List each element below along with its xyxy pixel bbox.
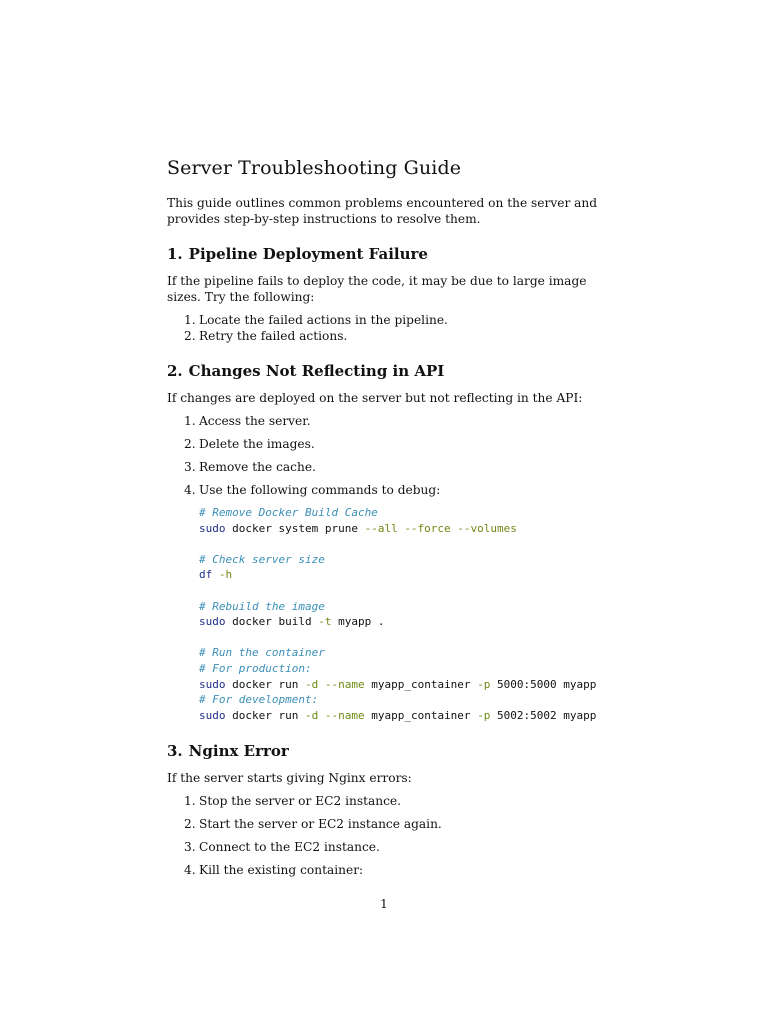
code-blank-line (199, 536, 607, 552)
list-item-number: 3. (184, 460, 196, 474)
list-item-text: Connect to the EC2 instance. (199, 840, 380, 855)
code-text: docker run (225, 677, 305, 691)
list-item-number: 1. (184, 313, 196, 327)
code-comment: # Remove Docker Build Cache (199, 506, 378, 519)
list-item-text: Kill the existing container: (199, 863, 364, 878)
list-item-number: 1. (184, 414, 196, 428)
list-item-number: 1. (184, 794, 196, 809)
section-number: 2. (167, 362, 183, 380)
section-text: If the server starts giving Nginx errors: (167, 771, 412, 786)
list-item (167, 459, 607, 475)
list-item-text: Remove the cache. (199, 460, 316, 474)
list-item (167, 482, 607, 498)
section-title: Pipeline Deployment Failure (188, 245, 428, 263)
code-flag: -p (477, 708, 491, 722)
code-keyword: df (199, 568, 213, 582)
code-text: myapp_container (364, 677, 478, 691)
code-text: myapp . (331, 615, 385, 629)
code-flag: -t (318, 615, 332, 629)
code-blank-line (199, 583, 607, 599)
code-line (199, 505, 607, 521)
list-item-text: Use the following commands to debug: (199, 483, 441, 497)
list-item-text: Locate the failed actions in the pipeline. (199, 313, 448, 327)
list-item-number: 2. (184, 329, 196, 343)
code-text: docker system prune (225, 521, 365, 535)
intro-paragraph: This guide outlines common problems encountered on the server and provides step-by-step instructions to resolve them. (167, 196, 598, 226)
page-title: Server Troubleshooting Guide (167, 157, 462, 179)
code-comment: # For development: (199, 693, 319, 707)
code-flag: -d --name (304, 677, 365, 691)
code-line (199, 521, 607, 537)
code-flag: -p (477, 677, 491, 691)
list-item (167, 328, 607, 344)
code-line (199, 661, 607, 677)
code-blank-line (199, 630, 607, 646)
section-heading (167, 361, 607, 381)
steps-list (167, 793, 607, 878)
code-comment: # Rebuild the image (199, 599, 325, 613)
list-item-number: 4. (184, 483, 196, 497)
section-number: 1. (167, 245, 183, 263)
list-item (167, 839, 607, 855)
section-heading (167, 741, 607, 761)
code-flag: --all --force --volumes (364, 521, 517, 535)
list-item-number: 4. (184, 863, 196, 878)
code-line (199, 614, 607, 630)
steps-list (167, 413, 607, 498)
code-keyword: sudo (199, 615, 226, 629)
code-line (199, 708, 607, 724)
code-line (199, 692, 607, 708)
code-line (199, 567, 607, 583)
code-text: docker build (225, 615, 319, 629)
code-keyword: sudo (199, 708, 226, 722)
section-text: If changes are deployed on the server but not reflecting in the API: (167, 391, 583, 405)
code-text (212, 568, 219, 581)
code-keyword: sudo (199, 677, 226, 691)
code-text: 5002:5002 myapp (490, 708, 597, 722)
code-line (199, 645, 607, 661)
steps-list (167, 312, 607, 344)
list-item-text: Retry the failed actions. (199, 329, 348, 343)
code-block (199, 505, 607, 723)
list-item (167, 413, 607, 429)
code-flag: -h (218, 568, 233, 582)
section-number: 3. (167, 742, 183, 761)
list-item (167, 436, 607, 452)
section-changes-not-reflecting (167, 361, 607, 723)
code-line (199, 599, 607, 615)
list-item-text: Delete the images. (199, 437, 315, 451)
section-nginx-error (167, 741, 607, 878)
code-comment: # Check server size (199, 552, 325, 566)
document-body (167, 155, 607, 885)
code-text: 5000:5000 myapp (490, 677, 597, 691)
code-comment: # For production: (199, 661, 312, 675)
list-item (167, 793, 607, 809)
code-text: myapp_container (364, 708, 478, 722)
code-line (199, 552, 607, 568)
code-text: docker run (225, 708, 305, 722)
code-flag: -d --name (304, 708, 365, 722)
page-number: 1 (380, 897, 388, 911)
list-item-number: 2. (184, 437, 196, 451)
code-keyword: sudo (199, 521, 226, 535)
code-line (199, 677, 607, 693)
list-item-number: 3. (184, 840, 196, 855)
list-item-text: Access the server. (199, 414, 311, 428)
section-pipeline-failure (167, 244, 607, 344)
code-comment: # Run the container (199, 646, 325, 660)
section-title: Nginx Error (188, 742, 289, 761)
list-item (167, 312, 607, 328)
section-text: If the pipeline fails to deploy the code, it may be due to large image sizes. Try the following: (167, 274, 587, 304)
list-item-text: Stop the server or EC2 instance. (199, 794, 401, 809)
list-item-text: Start the server or EC2 instance again. (199, 817, 442, 832)
list-item (167, 862, 607, 878)
list-item-number: 2. (184, 817, 196, 832)
section-heading (167, 244, 607, 264)
section-title: Changes Not Reflecting in API (188, 362, 445, 380)
list-item (167, 816, 607, 832)
